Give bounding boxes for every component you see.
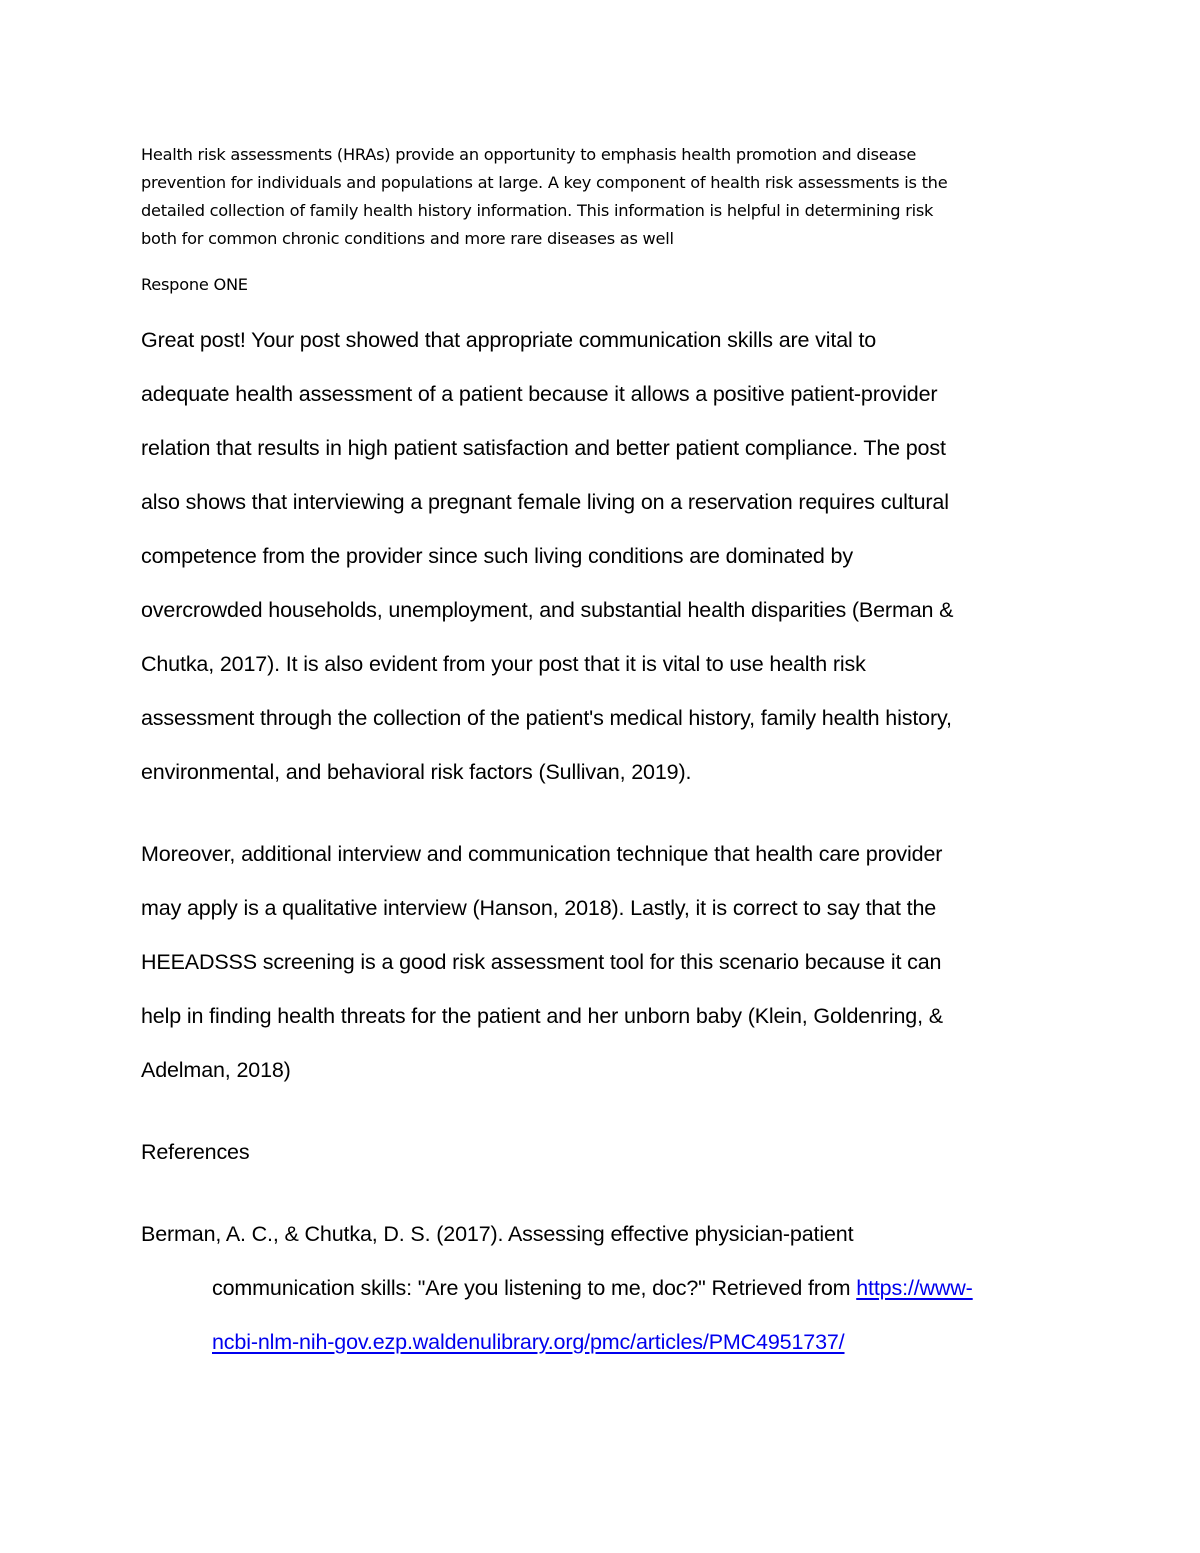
paragraph2-line: HEEADSSS screening is a good risk assessment tool for this scenario because it can — [141, 950, 942, 974]
reference-entry-line — [212, 1276, 973, 1301]
paragraph1-line: also shows that interviewing a pregnant female living on a reservation requires cultural — [141, 490, 949, 514]
intro-line: Health risk assessments (HRAs) provide an opportunity to emphasis health promotion and disease — [141, 145, 917, 164]
reference-entry-line: Berman, A. C., & Chutka, D. S. (2017). Assessing effective physician-patient — [141, 1222, 854, 1246]
response-heading: Respone ONE — [141, 275, 248, 294]
paragraph1-line: overcrowded households, unemployment, and substantial health disparities (Berman & — [141, 598, 954, 622]
intro-line: detailed collection of family health history information. This information is helpful in determining risk — [141, 201, 934, 220]
paragraph2-line: may apply is a qualitative interview (Hanson, 2018). Lastly, it is correct to say that the — [141, 896, 937, 920]
reference-link[interactable]: ncbi-nlm-nih-gov.ezp.waldenulibrary.org/pmc/articles/PMC4951737/ — [212, 1330, 845, 1354]
paragraph2-line: help in finding health threats for the patient and her unborn baby (Klein, Goldenring, & — [141, 1004, 943, 1028]
reference-text: communication skills: "Are you listening to me, doc?" Retrieved from — [212, 1276, 857, 1300]
intro-line: prevention for individuals and populations at large. A key component of health risk assessments is the — [141, 173, 948, 192]
paragraph1-line: environmental, and behavioral risk factors (Sullivan, 2019). — [141, 760, 692, 784]
reference-entry-line — [212, 1330, 845, 1355]
paragraph1-line: Great post! Your post showed that appropriate communication skills are vital to — [141, 328, 877, 352]
paragraph1-line: Chutka, 2017). It is also evident from your post that it is vital to use health risk — [141, 652, 866, 676]
paragraph2-line: Adelman, 2018) — [141, 1058, 291, 1082]
paragraph1-line: assessment through the collection of the patient's medical history, family health history, — [141, 706, 952, 730]
intro-line: both for common chronic conditions and more rare diseases as well — [141, 229, 674, 248]
paragraph1-line: relation that results in high patient satisfaction and better patient compliance. The post — [141, 436, 946, 460]
references-heading: References — [141, 1140, 250, 1164]
paragraph2-line: Moreover, additional interview and communication technique that health care provider — [141, 842, 943, 866]
reference-link[interactable]: https://www- — [856, 1276, 973, 1300]
paragraph1-line: adequate health assessment of a patient because it allows a positive patient-provider — [141, 382, 938, 406]
paragraph1-line: competence from the provider since such living conditions are dominated by — [141, 544, 853, 568]
